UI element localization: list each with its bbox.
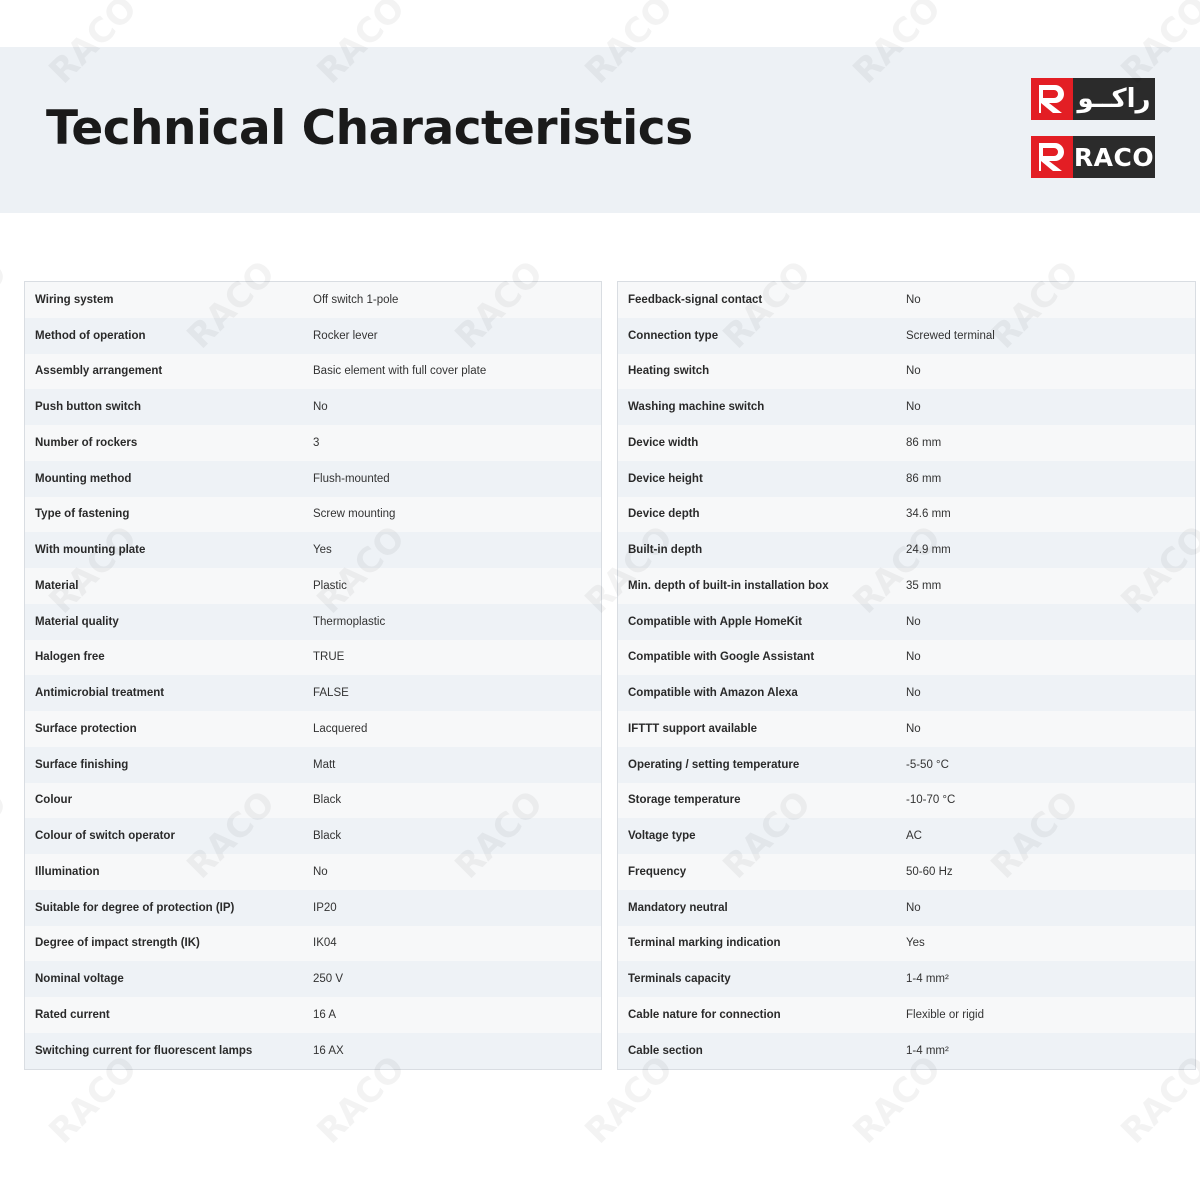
spec-value: 1-4 mm² — [906, 1044, 949, 1057]
table-row — [618, 747, 1195, 783]
table-row — [618, 282, 1195, 318]
spec-label: Type of fastening — [35, 508, 130, 521]
table-row — [25, 532, 601, 568]
table-row — [25, 282, 601, 318]
table-row — [25, 675, 601, 711]
spec-value: No — [906, 293, 921, 306]
table-row — [618, 675, 1195, 711]
spec-value: No — [906, 901, 921, 914]
spec-value: No — [906, 722, 921, 735]
table-row — [25, 568, 601, 604]
spec-label: Feedback-signal contact — [628, 293, 763, 306]
table-row — [25, 425, 601, 461]
table-row — [618, 461, 1195, 497]
table-row — [25, 747, 601, 783]
raco-r-icon — [1031, 136, 1073, 178]
spec-label: Rated current — [35, 1008, 110, 1021]
spec-value: No — [906, 651, 921, 664]
spec-value: No — [906, 401, 921, 414]
spec-label: Terminals capacity — [628, 973, 731, 986]
table-row — [618, 497, 1195, 533]
table-row — [618, 640, 1195, 676]
table-row — [25, 890, 601, 926]
spec-table-left — [24, 281, 602, 1070]
spec-value: 16 AX — [313, 1044, 344, 1057]
raco-logo-latin — [1031, 136, 1155, 178]
spec-value: 86 mm — [906, 436, 942, 449]
spec-value: FALSE — [313, 687, 349, 700]
spec-label: Switching current for fluorescent lamps — [35, 1044, 253, 1057]
logo-wordmark-latin: RACO — [1073, 136, 1155, 178]
spec-label: Voltage type — [628, 830, 696, 843]
spec-value: Yes — [313, 544, 332, 557]
spec-value: 3 — [313, 436, 320, 449]
spec-value: 34.6 mm — [906, 508, 951, 521]
spec-table-right — [617, 281, 1196, 1070]
table-row — [25, 354, 601, 390]
spec-label: Min. depth of built-in installation box — [628, 579, 829, 592]
spec-value: No — [313, 865, 328, 878]
table-row — [25, 461, 601, 497]
table-row — [25, 926, 601, 962]
table-row — [25, 818, 601, 854]
table-row — [618, 425, 1195, 461]
spec-label: Operating / setting temperature — [628, 758, 800, 771]
spec-value: Thermoplastic — [313, 615, 386, 628]
spec-value: AC — [906, 830, 922, 843]
table-row — [25, 497, 601, 533]
table-row — [25, 997, 601, 1033]
spec-label: Assembly arrangement — [35, 365, 163, 378]
spec-label: Degree of impact strength (IK) — [35, 937, 200, 950]
spec-value: 35 mm — [906, 579, 942, 592]
spec-label: Illumination — [35, 865, 100, 878]
watermark — [0, 783, 15, 886]
spec-value: IK04 — [313, 937, 337, 950]
spec-value: -10-70 °C — [906, 794, 956, 807]
table-row — [618, 961, 1195, 997]
table-row — [618, 783, 1195, 819]
spec-value: TRUE — [313, 651, 345, 664]
page-title: Technical Characteristics — [46, 101, 693, 156]
spec-label: Cable nature for connection — [628, 1008, 781, 1021]
spec-value: IP20 — [313, 901, 337, 914]
spec-value: Rocker lever — [313, 329, 378, 342]
table-row — [618, 890, 1195, 926]
spec-value: 250 V — [313, 973, 344, 986]
spec-value: Flexible or rigid — [906, 1008, 984, 1021]
spec-value: Black — [313, 794, 342, 807]
spec-label: Connection type — [628, 329, 719, 342]
table-row — [618, 818, 1195, 854]
table-row — [25, 318, 601, 354]
spec-value: 16 A — [313, 1008, 337, 1021]
spec-label: Built-in depth — [628, 544, 703, 557]
spec-label: Device depth — [628, 508, 700, 521]
table-row — [25, 711, 601, 747]
watermark — [0, 253, 15, 356]
spec-label: Compatible with Amazon Alexa — [628, 687, 798, 700]
spec-value: No — [906, 365, 921, 378]
spec-label: Push button switch — [35, 401, 142, 414]
spec-label: Suitable for degree of protection (IP) — [35, 901, 235, 914]
spec-value: Screwed terminal — [906, 329, 995, 342]
spec-label: Material quality — [35, 615, 119, 628]
spec-value: 50-60 Hz — [906, 865, 953, 878]
spec-value: Flush-mounted — [313, 472, 390, 485]
raco-r-icon — [1031, 78, 1073, 120]
table-row — [25, 1033, 601, 1069]
table-row — [618, 318, 1195, 354]
spec-label: With mounting plate — [35, 544, 146, 557]
spec-label: Colour — [35, 794, 73, 807]
spec-label: Mounting method — [35, 472, 132, 485]
table-row — [618, 1033, 1195, 1069]
table-row — [618, 926, 1195, 962]
spec-label: Cable section — [628, 1044, 703, 1057]
spec-value: Off switch 1-pole — [313, 293, 399, 306]
spec-label: Surface finishing — [35, 758, 129, 771]
spec-label: Washing machine switch — [628, 401, 765, 414]
table-row — [25, 604, 601, 640]
spec-label: Method of operation — [35, 329, 146, 342]
spec-label: Heating switch — [628, 365, 710, 378]
spec-value: Lacquered — [313, 722, 368, 735]
spec-value: Plastic — [313, 579, 347, 592]
spec-value: Black — [313, 830, 342, 843]
spec-value: No — [313, 401, 328, 414]
spec-value: Matt — [313, 758, 336, 771]
spec-label: Nominal voltage — [35, 973, 124, 986]
spec-label: Number of rockers — [35, 436, 138, 449]
spec-label: Halogen free — [35, 651, 105, 664]
spec-label: Colour of switch operator — [35, 830, 175, 843]
spec-value: 24.9 mm — [906, 544, 951, 557]
table-row — [618, 711, 1195, 747]
spec-label: IFTTT support available — [628, 722, 758, 735]
spec-label: Storage temperature — [628, 794, 741, 807]
spec-label: Surface protection — [35, 722, 137, 735]
spec-value: Screw mounting — [313, 508, 396, 521]
table-row — [618, 997, 1195, 1033]
spec-label: Material — [35, 579, 79, 592]
table-row — [25, 389, 601, 425]
spec-value: Basic element with full cover plate — [313, 365, 487, 378]
table-row — [618, 854, 1195, 890]
spec-label: Device width — [628, 436, 699, 449]
table-row — [618, 532, 1195, 568]
spec-value: Yes — [906, 937, 925, 950]
table-row — [25, 640, 601, 676]
raco-logo-arabic — [1031, 78, 1155, 120]
spec-label: Frequency — [628, 865, 687, 878]
table-row — [25, 854, 601, 890]
spec-label: Antimicrobial treatment — [35, 687, 165, 700]
spec-label: Wiring system — [35, 293, 114, 306]
spec-label: Terminal marking indication — [628, 937, 781, 950]
spec-label: Compatible with Google Assistant — [628, 651, 815, 664]
logo-wordmark-arabic: راكــو — [1073, 78, 1155, 120]
spec-value: No — [906, 687, 921, 700]
table-row — [25, 783, 601, 819]
table-row — [618, 354, 1195, 390]
table-row — [25, 961, 601, 997]
table-row — [618, 389, 1195, 425]
table-row — [618, 604, 1195, 640]
spec-value: 1-4 mm² — [906, 973, 949, 986]
spec-value: No — [906, 615, 921, 628]
spec-value: 86 mm — [906, 472, 942, 485]
table-row — [618, 568, 1195, 604]
spec-label: Mandatory neutral — [628, 901, 728, 914]
spec-label: Device height — [628, 472, 703, 485]
spec-value: -5-50 °C — [906, 758, 949, 771]
spec-label: Compatible with Apple HomeKit — [628, 615, 802, 628]
